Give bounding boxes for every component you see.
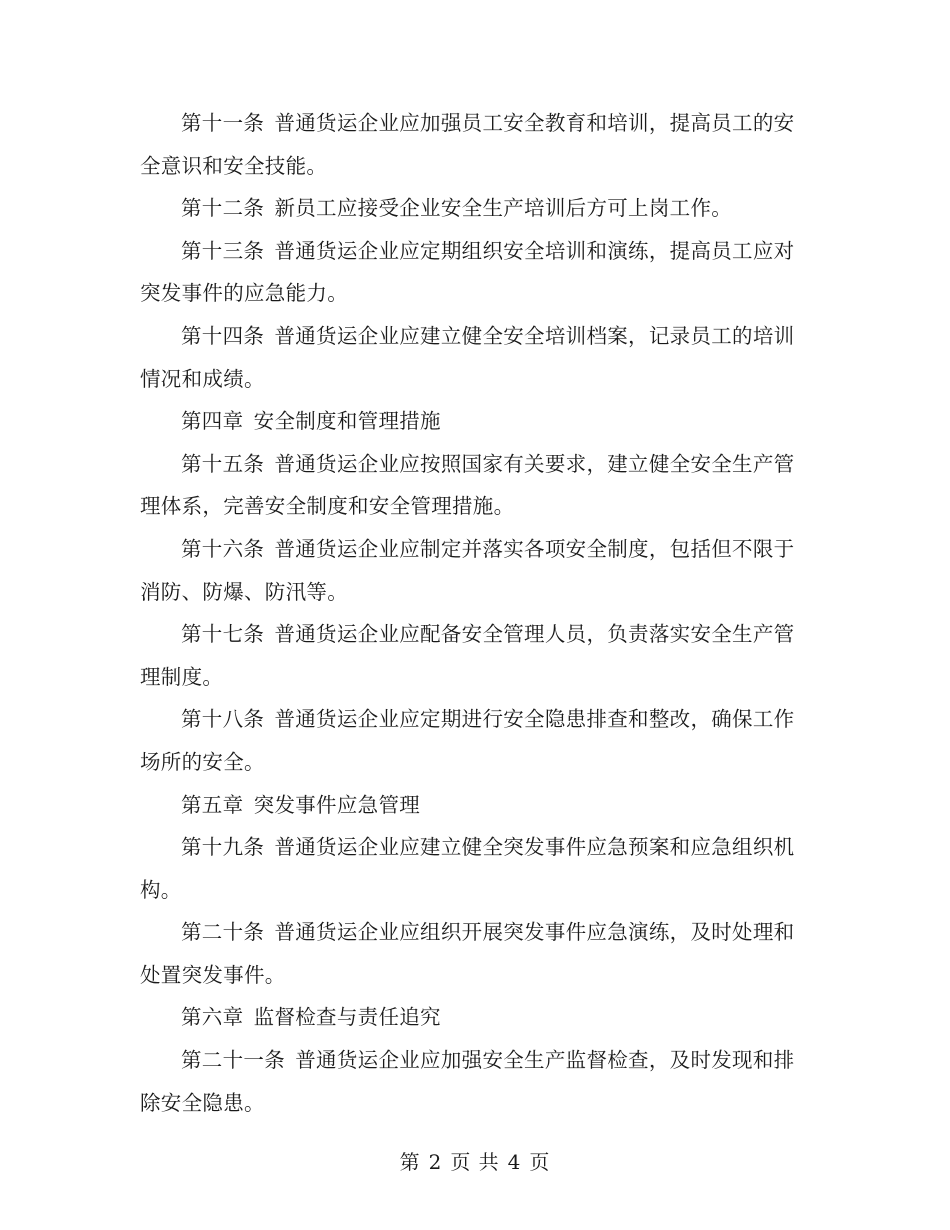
paragraph-article-14 [140,315,810,400]
paragraph-lead: 第十四条 [181,323,265,348]
paragraph-text: 普通货运企业应按照国家有关要求，建立健全安全生产管理体系，完善安全制度和安全管理措施。 [140,451,795,519]
paragraph-text: 普通货运企业应组织开展突发事件应急演练，及时处理和处置突发事件。 [140,920,795,987]
paragraph-text: 普通货运企业应定期组织安全培训和演练，提高员工应对突发事件的应急能力。 [140,238,795,306]
paragraph-lead: 第二十条 [181,920,265,945]
page-number-current: 2 [428,1150,443,1174]
chapter-heading-6 [140,996,810,1039]
paragraph-text: 普通货运企业应加强员工安全教育和培训，提高员工的安全意识和安全技能。 [140,111,795,178]
chapter-title: 突发事件应急管理 [253,792,421,817]
paragraph-lead: 第十三条 [181,238,265,263]
footer-suffix: 页 [529,1150,551,1174]
paragraph-text: 普通货运企业应加强安全生产监督检查，及时发现和排除安全隐患。 [140,1048,795,1115]
paragraph-article-21 [140,1039,810,1124]
document-body [140,102,810,1124]
paragraph-article-13 [140,230,810,315]
paragraph-lead: 第十七条 [181,622,265,647]
paragraph-text: 普通货运企业应定期进行安全隐患排查和整改，确保工作场所的安全。 [140,707,795,774]
paragraph-article-16 [140,528,810,613]
paragraph-text: 普通货运企业应建立健全突发事件应急预案和应急组织机构。 [140,835,795,902]
paragraph-article-18 [140,698,810,783]
paragraph-article-17 [140,613,810,698]
footer-middle: 页 共 [450,1150,500,1174]
paragraph-text: 普通货运企业应建立健全安全培训档案，记录员工的培训情况和成绩。 [140,323,795,391]
paragraph-article-15 [140,443,810,528]
paragraph-lead: 第十二条 [181,196,265,221]
paragraph-lead: 第十五条 [181,451,265,476]
paragraph-text: 普通货运企业应配备安全管理人员，负责落实安全生产管理制度。 [140,622,795,689]
paragraph-lead: 第十八条 [181,707,265,732]
chapter-number: 第六章 [181,1005,244,1030]
paragraph-text: 普通货运企业应制定并落实各项安全制度，包括但不限于消防、防爆、防汛等。 [140,536,795,604]
chapter-number: 第四章 [181,409,244,434]
paragraph-article-11 [140,102,810,187]
page-number-total: 4 [507,1150,522,1174]
chapter-heading-4 [140,400,810,443]
paragraph-article-20 [140,911,810,996]
page-footer [0,1146,950,1175]
paragraph-lead: 第十九条 [181,835,265,860]
paragraph-article-19 [140,826,810,911]
paragraph-lead: 第十一条 [181,111,265,135]
chapter-title: 监督检查与责任追究 [253,1005,441,1030]
chapter-title: 安全制度和管理措施 [253,409,441,434]
paragraph-lead: 第十六条 [181,536,265,561]
chapter-number: 第五章 [181,792,244,817]
paragraph-article-12 [140,187,810,230]
paragraph-text: 新员工应接受企业安全生产培训后方可上岗工作。 [274,196,733,221]
paragraph-lead: 第二十一条 [181,1048,285,1073]
chapter-heading-5 [140,784,810,827]
footer-prefix: 第 [399,1150,421,1174]
